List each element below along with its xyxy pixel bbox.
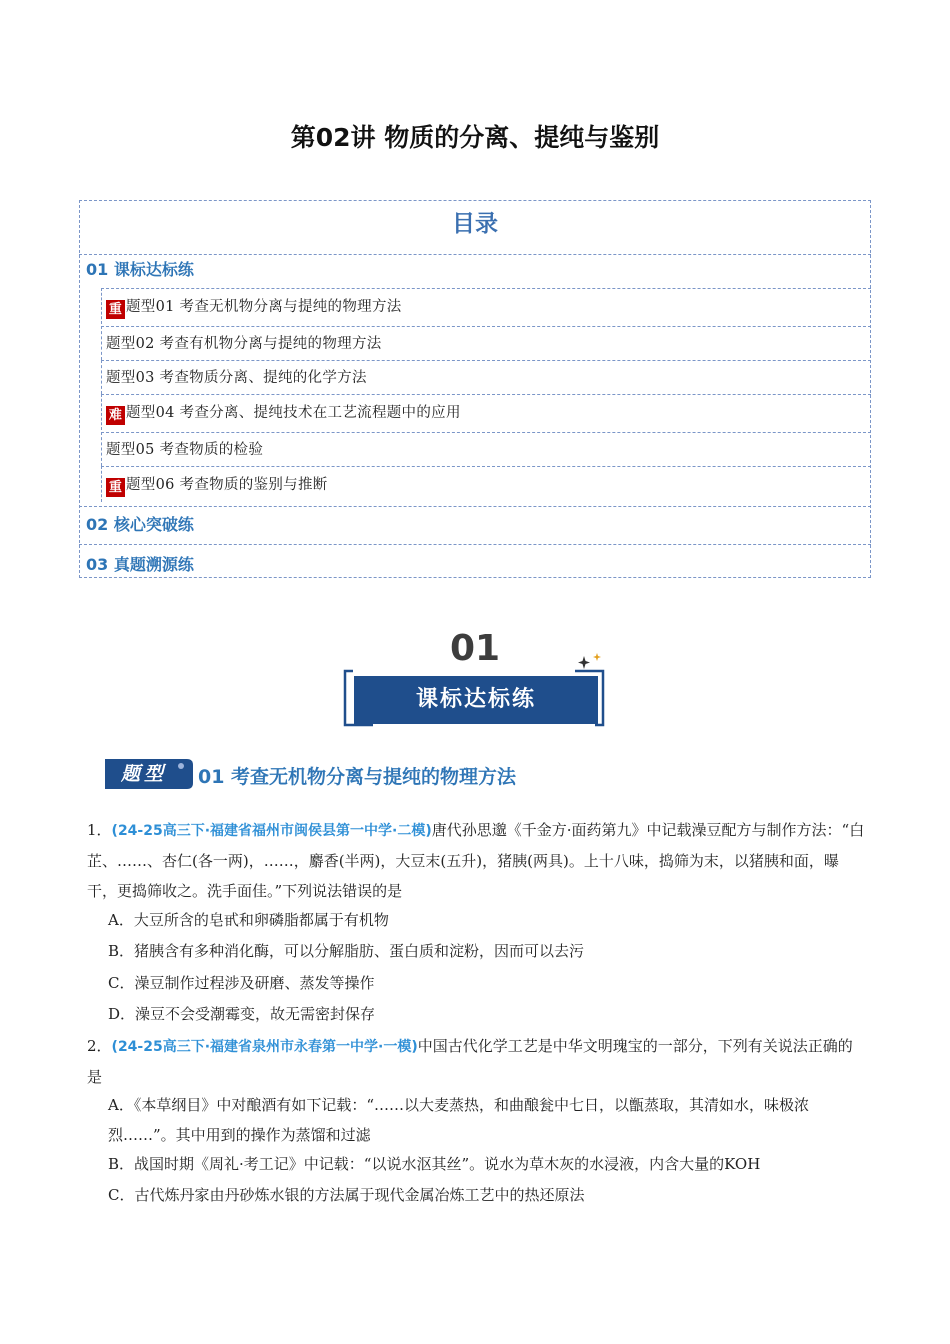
- toc-item-3[interactable]: [101, 360, 871, 394]
- toc-item-label: 题型02 考查有机物分离与提纯的物理方法: [106, 336, 382, 352]
- sparkle-icon: [576, 652, 606, 672]
- toc-section-1-label: 01 课标达标练: [86, 260, 194, 279]
- question-stem: 唐代孙思邈《千金方·面药第九》中记载澡豆配方与制作方法：“白芷、……、杏仁(各一两)，……，麝香(半两)，大豆末(五升)，猪胰(两具)。上十八味，捣筛为末，以猪胰和面，曝干，更捣筛收之。洗手面佳。”下列说法错误的是: [87, 821, 865, 900]
- section-banner: 课标达标练: [354, 676, 598, 724]
- section-number: 01: [449, 628, 501, 669]
- question-number: 2．: [87, 1037, 112, 1055]
- option-1b[interactable]: B．猪胰含有多种消化酶，可以分解脂肪、蛋白质和淀粉，因而可以去污: [108, 942, 585, 960]
- question-2: [87, 1031, 867, 1092]
- question-number: 1．: [87, 821, 112, 839]
- toc-section-2[interactable]: [79, 506, 871, 540]
- question-source: (24-25高三下·福建省泉州市永春第一中学·一模): [111, 1039, 418, 1055]
- page-title: 第02讲 物质的分离、提纯与鉴别: [290, 123, 660, 152]
- option-2c[interactable]: C．古代炼丹家由丹砂炼水银的方法属于现代金属冶炼工艺中的热还原法: [108, 1186, 585, 1204]
- option-1c[interactable]: C．澡豆制作过程涉及研磨、蒸发等操作: [108, 974, 375, 992]
- toc-item-label: 题型03 考查物质分离、提纯的化学方法: [106, 370, 367, 386]
- badge-important: 重: [106, 300, 125, 319]
- question-stem: 中国古代化学工艺是中华文明瑰宝的一部分，下列有关说法正确的是: [87, 1037, 853, 1086]
- option-2a[interactable]: A．《本草纲目》中对酿酒有如下记载：“……以大麦蒸热，和曲酿瓮中七日，以甑蒸取，其清如水，味极浓烈……”。其中用到的操作为蒸馏和过滤: [108, 1096, 810, 1144]
- topic-badge-label: 题型: [120, 763, 167, 785]
- toc-item-5[interactable]: [101, 432, 871, 466]
- toc-item-4[interactable]: [101, 394, 871, 430]
- badge-difficult: 难: [106, 406, 125, 425]
- toc-item-1[interactable]: [101, 288, 871, 324]
- toc-section-3-label: 03 真题溯源练: [86, 555, 194, 574]
- option-1a[interactable]: A．大豆所含的皂甙和卵磷脂都属于有机物: [108, 911, 389, 929]
- question-1: [87, 815, 867, 906]
- toc-item-label: 题型06 考查物质的鉴别与推断: [126, 477, 328, 493]
- option-2b[interactable]: B．战国时期《周礼·考工记》中记载：“以说水沤其丝”。说水为草木灰的水浸液，内含大量的KOH: [108, 1155, 761, 1173]
- toc-section-1[interactable]: [79, 254, 871, 286]
- toc-item-label: 题型04 考查分离、提纯技术在工艺流程题中的应用: [126, 405, 461, 421]
- badge-important: 重: [106, 478, 125, 497]
- topic-title: 01 考查无机物分离与提纯的物理方法: [198, 766, 517, 788]
- toc-item-label: 题型05 考查物质的检验: [106, 442, 264, 458]
- toc-item-6[interactable]: [101, 466, 871, 502]
- toc-item-2[interactable]: [101, 326, 871, 360]
- toc-section-2-label: 02 核心突破练: [86, 515, 194, 534]
- option-1d[interactable]: D．澡豆不会受潮霉变，故无需密封保存: [108, 1005, 376, 1023]
- toc-item-label: 题型01 考查无机物分离与提纯的物理方法: [126, 299, 402, 315]
- toc-section-3[interactable]: [79, 544, 871, 578]
- toc-heading: 目录: [452, 211, 498, 237]
- question-source: (24-25高三下·福建省福州市闽侯县第一中学·二模): [111, 823, 432, 839]
